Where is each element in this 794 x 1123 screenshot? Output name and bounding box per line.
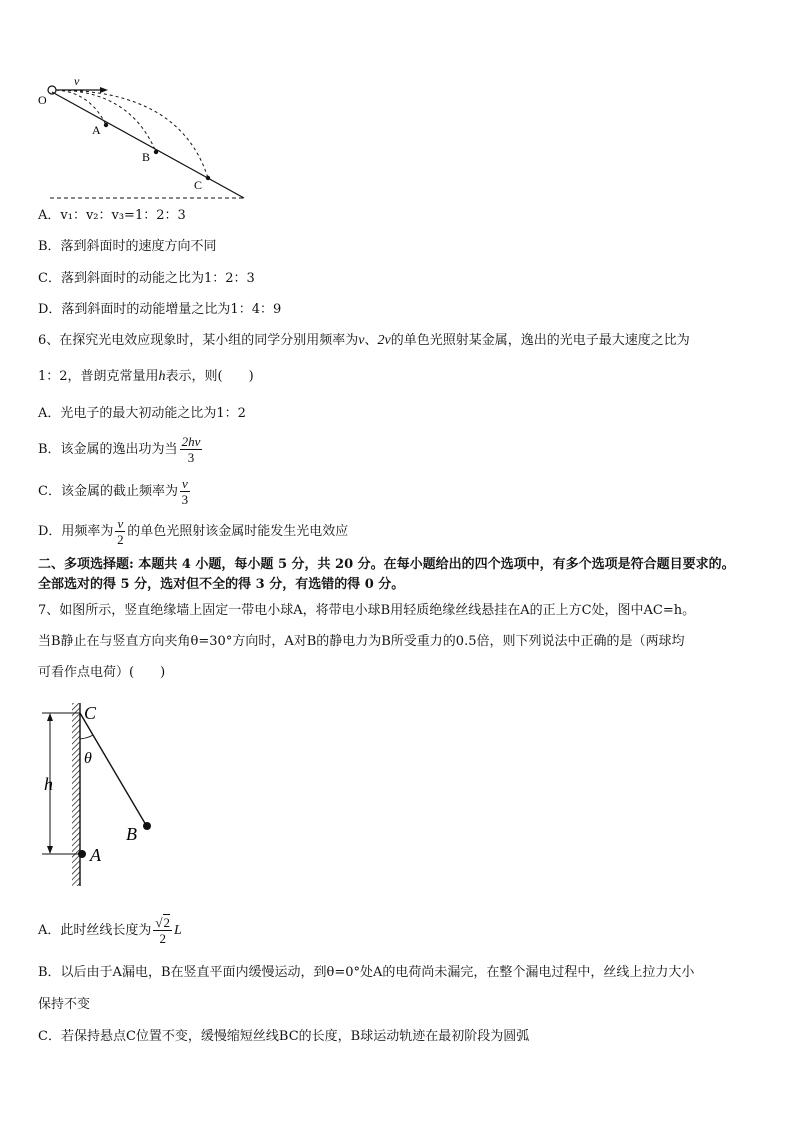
q5-option-a: A．v₁：v₂：v₃=1：2：3 <box>38 208 186 223</box>
ball-b <box>143 822 151 830</box>
point-b <box>154 150 158 154</box>
b-label: B <box>126 824 137 844</box>
q7-stem-line1: 7、如图所示，竖直绝缘墙上固定一带电小球A，将带电小球B用轻质绝缘丝线悬挂在A的正上方C处，图中AC=h。 <box>38 603 696 618</box>
h-arrow-down <box>47 846 53 854</box>
launch-ball <box>48 86 56 94</box>
incline-line <box>52 92 244 198</box>
wall-hatching <box>72 703 80 886</box>
q7-stem-line2: 当B静止在与竖直方向夹角θ=30°方向时，A对B的静电力为B所受重力的0.5倍，则下列说法中正确的是（两球均 <box>38 634 685 649</box>
h-arrow-up <box>47 713 53 721</box>
h-label: h <box>44 774 53 794</box>
trajectory-c <box>56 90 208 178</box>
q5-option-d: D．落到斜面时的动能增量之比为1：4：9 <box>38 302 282 317</box>
q6-c-fraction: $\frac{\nu}{3}$ <box>181 476 189 507</box>
point-c-label: C <box>194 178 203 192</box>
q7-stem-line3: 可看作点电荷）( ) <box>38 665 166 680</box>
q5-option-b: B．落到斜面时的速度方向不同 <box>38 239 217 254</box>
q6-option-d: D．用频率为 $\frac{\nu}{2}$ 的单色光照射该金属时能发生光电效应 <box>38 516 349 547</box>
q6-stem-line2: 1：2，普朗克常量用h表示，则( ) <box>38 369 254 384</box>
q6-b-fraction: $\frac{2h\nu}{3}$ <box>181 434 201 465</box>
theta-arc <box>80 735 93 739</box>
trajectory-b <box>56 90 156 152</box>
q7-a-fraction: $\frac{√2}{2}$ <box>155 915 171 946</box>
q7-option-a: A．此时丝线长度为 $\frac{√2}{2}$ L <box>38 915 182 946</box>
section2-line2: 全部选对的得 5 分，选对但不全的得 3 分，有选错的得 0 分。 <box>38 577 405 592</box>
point-b-label: B <box>142 150 151 164</box>
point-a <box>104 123 108 127</box>
velocity-label: v <box>74 74 80 88</box>
ball-a <box>78 850 86 858</box>
a-label: A <box>90 845 101 865</box>
q6-d-fraction: $\frac{\nu}{2}$ <box>117 516 124 547</box>
wall-pendulum-figure <box>30 695 170 890</box>
q6-option-a: A．光电子的最大初动能之比为1：2 <box>38 406 246 421</box>
q5-option-c: C．落到斜面时的动能之比为1：2：3 <box>38 271 255 286</box>
q6-option-b: B．该金属的逸出功为当 $\frac{2h\nu}{3}$ <box>38 434 201 465</box>
section2-line1: 二、多项选择题: 本题共 4 小题，每小题 5 分，共 20 分。在每小题给出的四个选项中，有多个选项是符合题目要求的。 <box>38 557 735 572</box>
c-label: C <box>84 703 97 723</box>
q7-option-b-line2: 保持不变 <box>38 997 91 1012</box>
q7-option-b-line1: B．以后由于A漏电，B在竖直平面内缓慢运动，到θ=0°处A的电荷尚未漏完，在整个漏电过程中，丝线上拉力大小 <box>38 965 695 980</box>
velocity-arrowhead <box>100 87 108 93</box>
incline-projectile-figure <box>30 70 260 205</box>
origin-label: O <box>38 93 47 107</box>
q6-stem-line1: 6、在探究光电效应现象时，某小组的同学分别用频率为ν、2ν的单色光照射某金属，逸出的光电子最大速度之比为 <box>38 333 690 348</box>
point-a-label: A <box>92 123 101 137</box>
theta-label: θ <box>84 750 92 767</box>
point-c <box>206 176 210 180</box>
q7-option-c: C．若保持悬点C位置不变，缓慢缩短丝线BC的长度，B球运动轨迹在最初阶段为圆弧 <box>38 1029 530 1044</box>
thread-bc <box>80 713 146 825</box>
q6-option-c: C．该金属的截止频率为 $\frac{\nu}{3}$ <box>38 476 189 507</box>
